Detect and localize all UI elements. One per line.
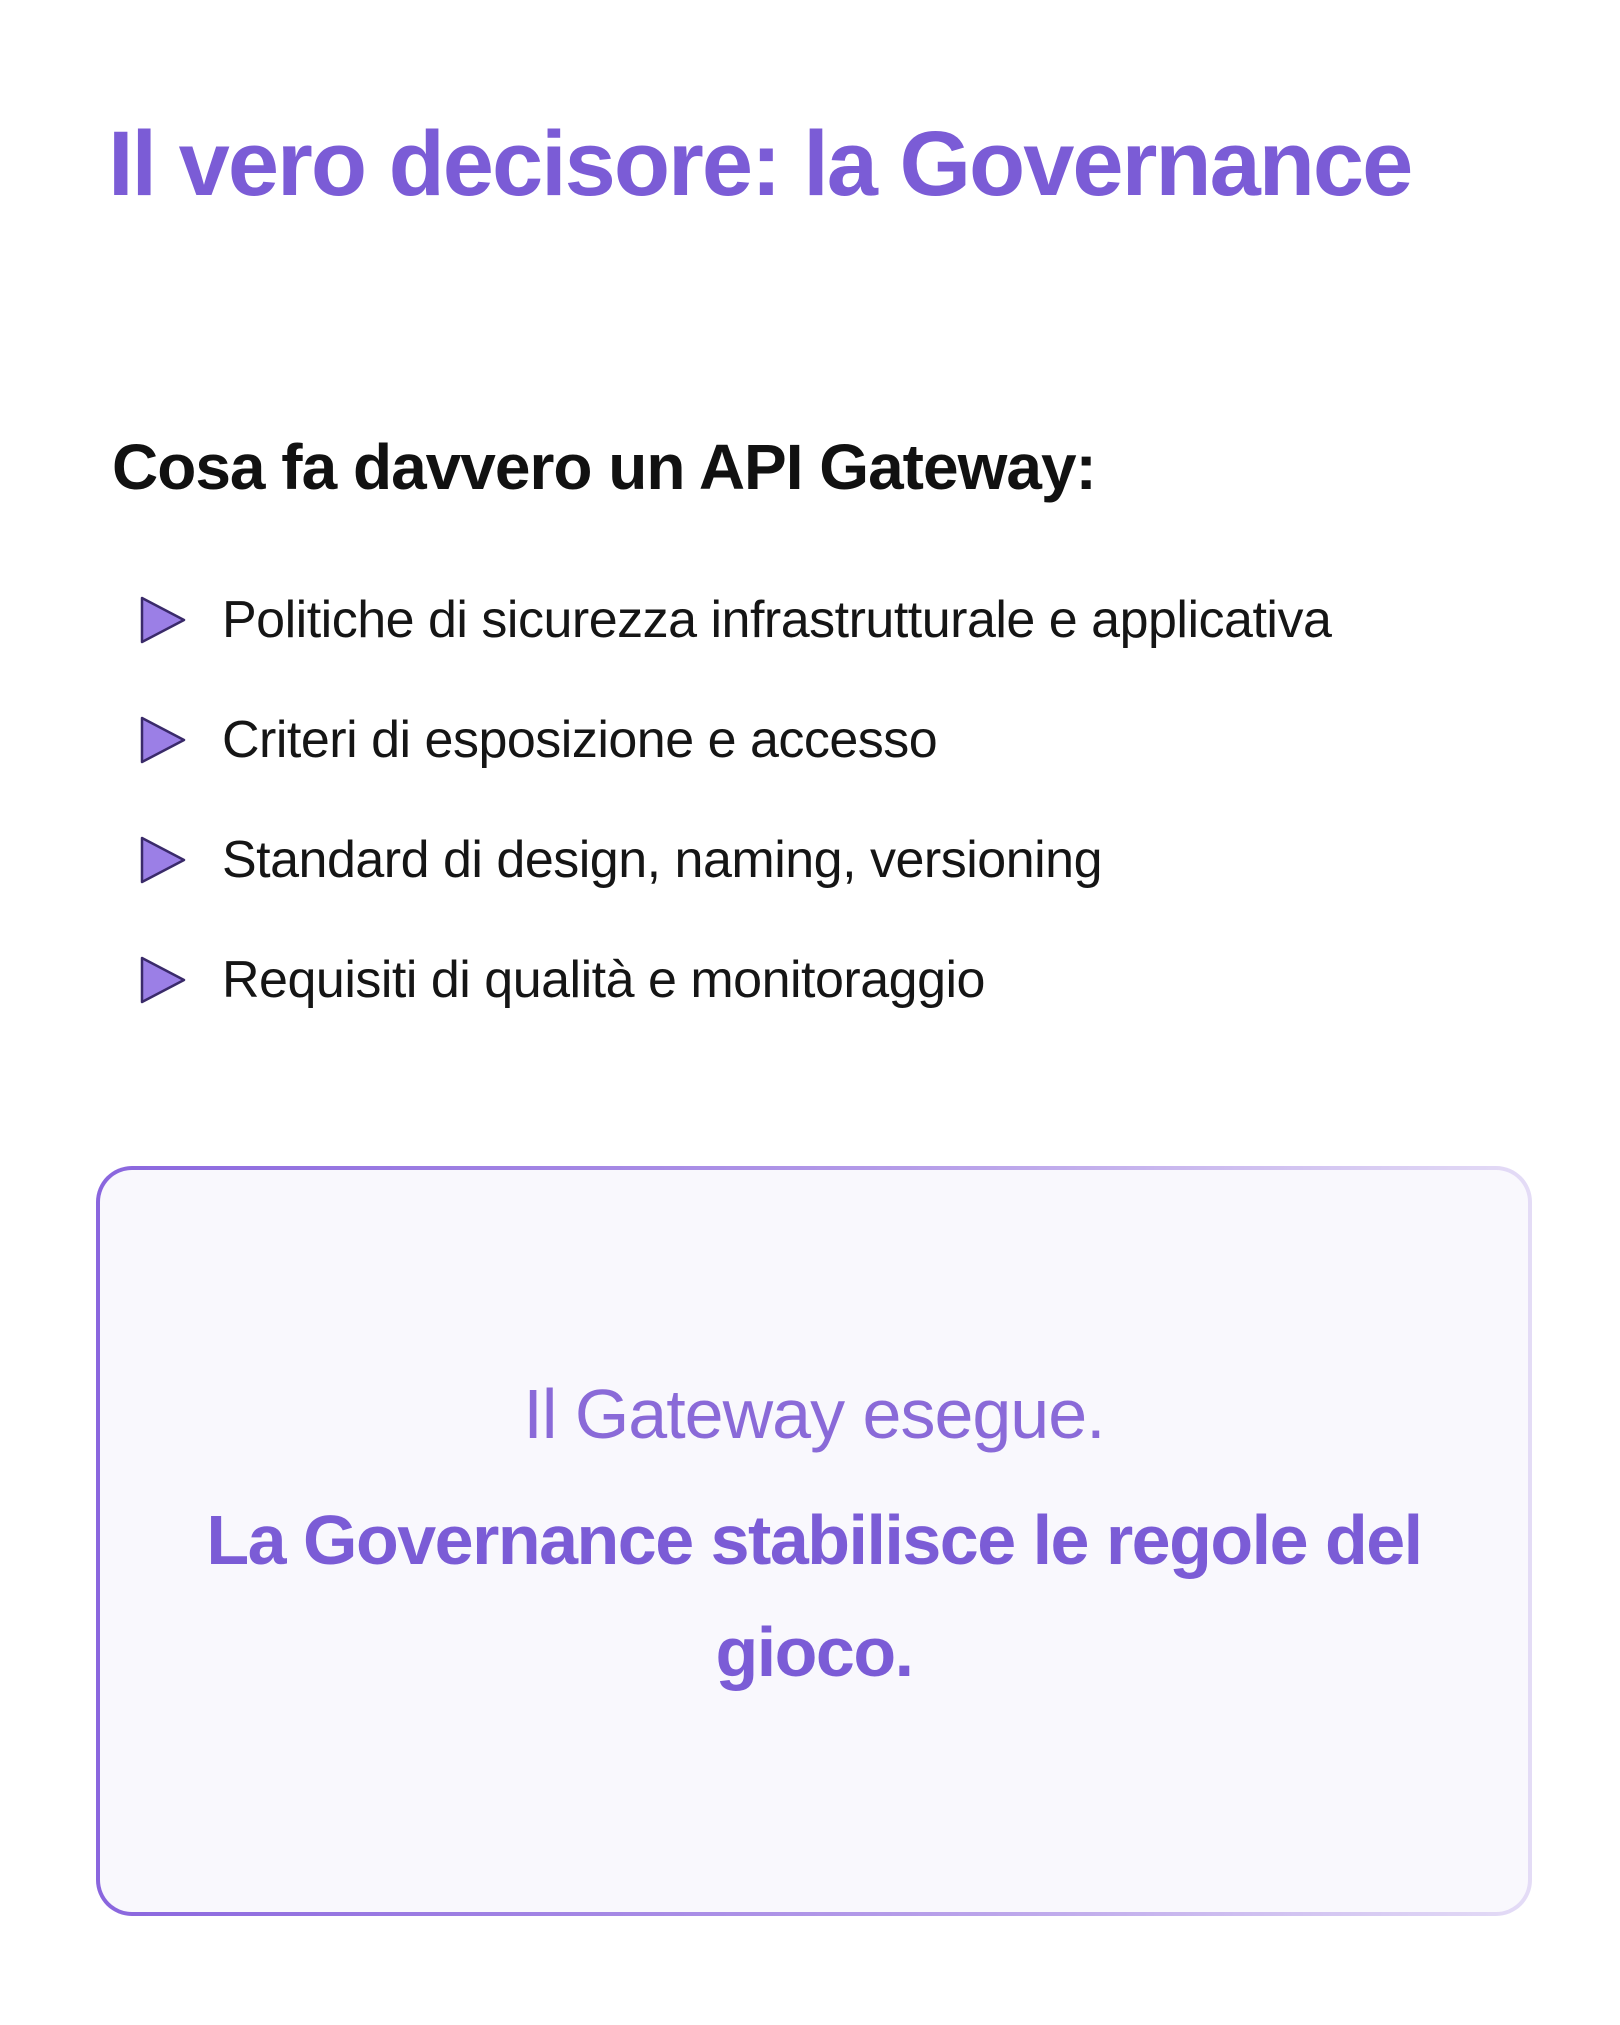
triangle-play-icon: [132, 950, 192, 1010]
list-item: [132, 800, 1331, 920]
triangle-play-icon: [132, 710, 192, 770]
section-heading: Cosa fa davvero un API Gateway:: [112, 431, 1096, 503]
list-item: [132, 920, 1331, 1040]
callout-line-gateway: Il Gateway esegue.: [523, 1374, 1105, 1453]
list-item-text: Criteri di esposizione e accesso: [222, 711, 938, 769]
bullet-list: [132, 560, 1331, 1040]
list-item-text: Standard di design, naming, versioning: [222, 831, 1103, 889]
list-item: [132, 680, 1331, 800]
list-item-text: Politiche di sicurezza infrastrutturale e applicativa: [222, 591, 1332, 649]
callout-box: [96, 1166, 1532, 1916]
triangle-play-icon: [132, 830, 192, 890]
list-item-text: Requisiti di qualità e monitoraggio: [222, 951, 985, 1009]
triangle-play-icon: [132, 590, 192, 650]
callout-content: [100, 1170, 1528, 1912]
list-item: [132, 560, 1331, 680]
callout-line-governance: La Governance stabilisce le regole del gioco.: [206, 1501, 1422, 1692]
page-title: Il vero decisore: la Governance: [108, 113, 1412, 215]
